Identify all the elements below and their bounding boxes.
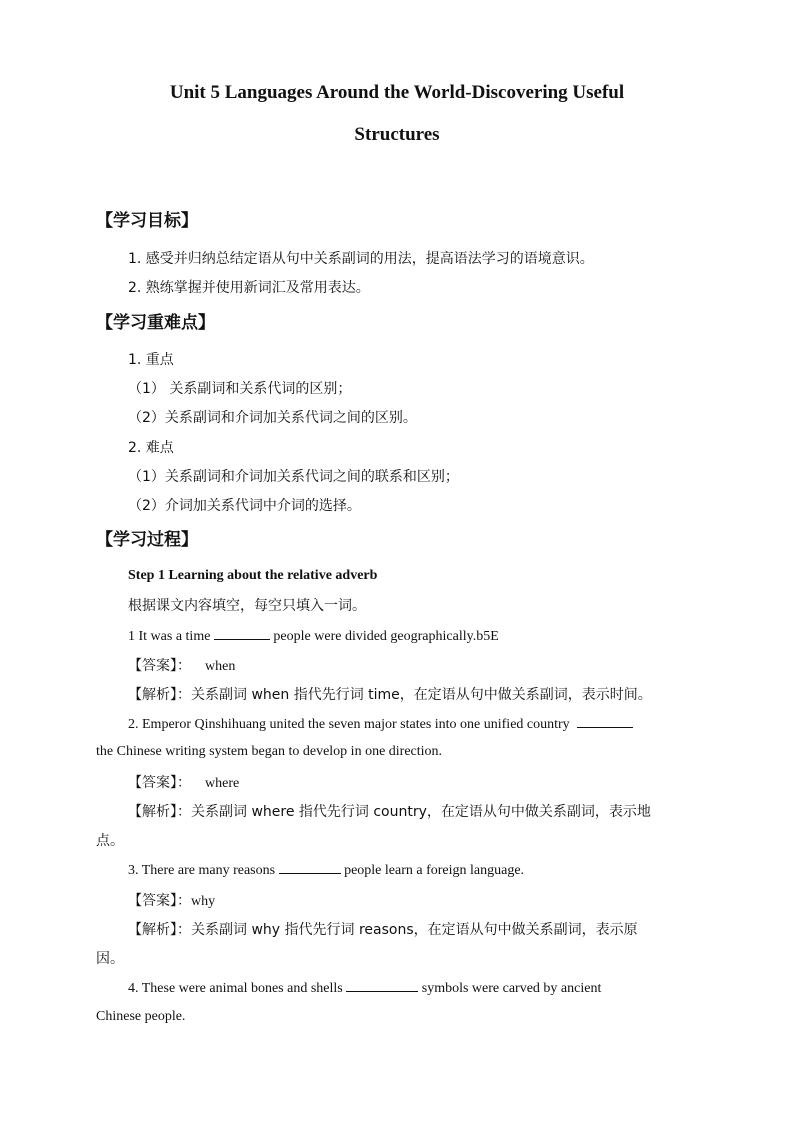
document-title-line2: Structures: [354, 124, 440, 145]
question-4-line1: [128, 979, 601, 997]
analysis-2-text: 关系副词 where 指代先行词 country，在定语从句中做关系副词，表示地: [191, 804, 651, 820]
question-4-line2: Chinese people.: [96, 1009, 186, 1024]
goal-item-2: 2. 熟练掌握并使用新词汇及常用表达。: [128, 280, 370, 296]
answer-3: [128, 890, 215, 910]
analysis-3-line2: 因。: [96, 951, 124, 967]
answer-1: [128, 655, 235, 675]
question-3-blank: [279, 861, 341, 874]
question-4-before: 4. These were animal bones and shells: [128, 981, 347, 996]
analysis-1-text: 关系副词 when 指代先行词 time，在定语从句中做关系副词，表示时间。: [191, 687, 652, 703]
question-3-after: people learn a foreign language.: [340, 863, 525, 878]
analysis-3-line1: [128, 919, 638, 939]
section-heading-process: 【学习过程】: [96, 530, 198, 550]
analysis-2-label: 【解析】：: [128, 804, 191, 820]
question-2-line2: the Chinese writing system began to develop in one direction.: [96, 744, 443, 759]
question-2-blank: [577, 715, 633, 728]
answer-1-value: when: [205, 659, 236, 674]
difficulty-item-1: （1）关系副词和介词加关系代词之间的联系和区别；: [128, 469, 459, 485]
focus-item-1: （1） 关系副词和关系代词的区别；: [128, 381, 352, 397]
question-3: [128, 861, 524, 879]
question-1-blank: [214, 627, 270, 640]
answer-2: [128, 772, 239, 792]
answer-3-value: why: [191, 894, 216, 909]
answer-2-label: 【答案】：: [128, 775, 191, 791]
question-3-before: 3. There are many reasons: [128, 863, 279, 878]
question-1: [128, 627, 499, 645]
difficulty-item-2: （2）介词加关系代词中介词的选择。: [128, 498, 361, 514]
difficulty-label: 2. 难点: [128, 440, 174, 456]
analysis-2-line1: [128, 801, 651, 821]
step1-title: Step 1 Learning about the relative adverb: [128, 568, 378, 583]
analysis-1: [128, 684, 652, 704]
section-heading-key-points: 【学习重难点】: [96, 313, 215, 333]
question-1-before: 1 It was a time: [128, 629, 214, 644]
focus-item-2: （2）关系副词和介词加关系代词之间的区别。: [128, 410, 417, 426]
analysis-2-line2: 点。: [96, 833, 124, 849]
answer-2-value: where: [205, 776, 240, 791]
goal-item-1: 1. 感受并归纳总结定语从句中关系副词的用法，提高语法学习的语境意识。: [128, 251, 594, 267]
question-2-line1: [128, 715, 633, 733]
document-title-line1: Unit 5 Languages Around the World-Discovering Useful: [169, 82, 625, 103]
question-4-after: symbols were carved by ancient: [418, 981, 602, 996]
analysis-1-label: 【解析】：: [128, 687, 191, 703]
question-1-after: people were divided geographically.b5E: [269, 629, 499, 644]
focus-label: 1. 重点: [128, 352, 174, 368]
answer-3-label: 【答案】：: [128, 893, 191, 909]
analysis-3-text: 关系副词 why 指代先行词 reasons，在定语从句中做关系副词，表示原: [191, 922, 638, 938]
question-2-text: 2. Emperor Qinshihuang united the seven major states into one unified country: [128, 717, 570, 732]
section-heading-goals: 【学习目标】: [96, 211, 198, 231]
analysis-3-label: 【解析】：: [128, 922, 191, 938]
instruction-text: 根据课文内容填空，每空只填入一词。: [128, 598, 366, 614]
answer-1-label: 【答案】：: [128, 658, 191, 674]
question-4-blank: [346, 979, 418, 992]
